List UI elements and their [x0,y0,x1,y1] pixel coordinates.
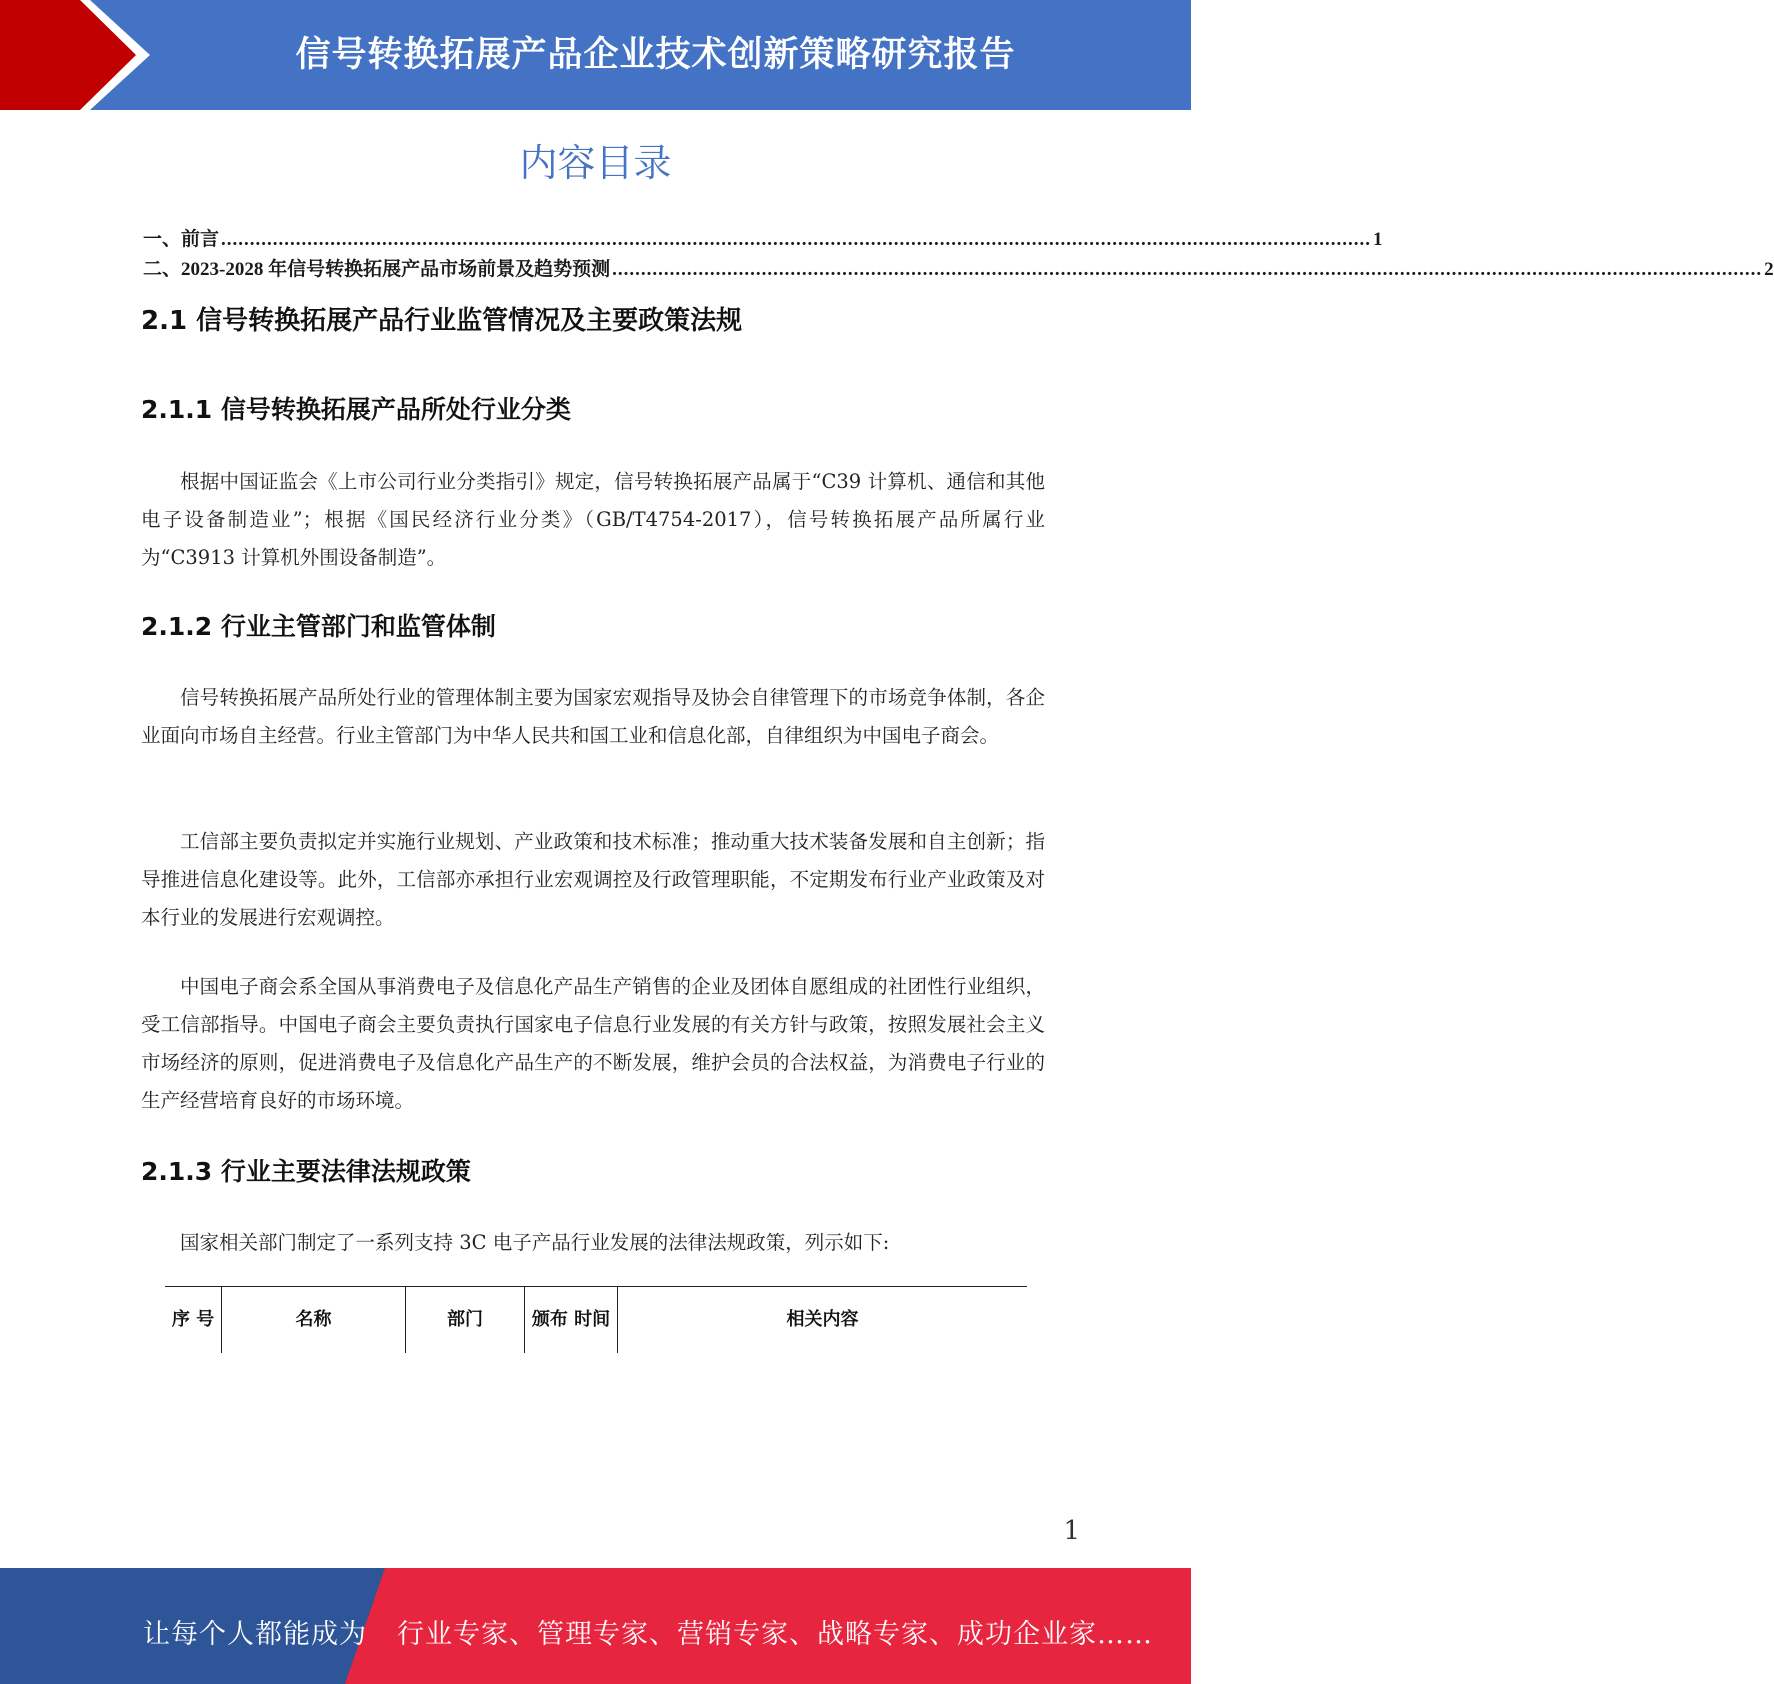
footer-slogan-right: 行业专家、管理专家、营销专家、战略专家、成功企业家…… [397,1619,1153,1650]
column-header-department: 部门 [406,1287,525,1354]
table-header-row [165,1287,1027,1354]
header-banner [0,0,1191,110]
column-header-no: 序 号 [165,1287,222,1354]
toc-leader-dots: ........................................................................................................................................................................................................ [612,259,1763,280]
toc-leader-dots: ........................................................................................................................................................................................................ [221,229,1372,250]
toc-entry-page: 2 [1764,259,1774,280]
section-heading-2-1-3: 2.1.3 行业主要法律法规政策 [141,1157,471,1186]
header-red-chevron-icon [0,0,150,110]
policy-table [165,1286,1027,1353]
toc-title: 内容目录 [519,141,672,185]
toc-entry-preface[interactable] [143,224,1383,254]
section-heading-2-1-2: 2.1.2 行业主管部门和监管体制 [141,612,496,641]
paragraph: 工信部主要负责拟定并实施行业规划、产业政策和技术标准；推动重大技术装备发展和自主创新；指导推进信息化建设等。此外，工信部亦承担行业宏观调控及行政管理职能，不定期发布行业产业政策及对本行业的发展进行宏观调控。 [141,830,1045,929]
toc-entry-label: 一、前言 [143,229,220,250]
section-heading-2-1: 2.1 信号转换拓展产品行业监管情况及主要政策法规 [141,306,743,336]
toc-entry-label: 二、2023-2028 年信号转换拓展产品市场前景及趋势预测 [143,259,611,280]
section-heading-2-1-1: 2.1.1 信号转换拓展产品所处行业分类 [141,395,571,424]
toc-entry-page: 1 [1373,229,1383,250]
column-header-name: 名称 [222,1287,406,1354]
page-number: 1 [1063,1516,1080,1546]
paragraph: 国家相关部门制定了一系列支持 3C 电子产品行业发展的法律法规政策，列示如下: [180,1231,890,1254]
footer-slogan-left: 让每个人都能成为 [143,1619,367,1650]
column-header-date: 颁布 时间 [525,1287,618,1354]
toc-entry-forecast[interactable] [143,254,1774,284]
paragraph: 中国电子商会系全国从事消费电子及信息化产品生产销售的企业及团体自愿组成的社团性行业组织，受工信部指导。中国电子商会主要负责执行国家电子信息行业发展的有关方针与政策，按照发展社会主义市场经济的原则，促进消费电子及信息化产品生产的不断发展，维护会员的合法权益，为消费电子行业的生产经营培育良好的市场环境。 [141,975,1045,1112]
paragraph: 信号转换拓展产品所处行业的管理体制主要为国家宏观指导及协会自律管理下的市场竞争体制，各企业面向市场自主经营。行业主管部门为中华人民共和国工业和信息化部，自律组织为中国电子商会。 [141,686,1045,747]
column-header-content: 相关内容 [618,1287,1028,1354]
paragraph: 根据中国证监会《上市公司行业分类指引》规定，信号转换拓展产品属于“C39 计算机、通信和其他电子设备制造业”；根据《国民经济行业分类》（GB/T4754-2017），信号转换拓展产品所属行业为“C3913 计算机外围设备制造”。 [141,470,1045,569]
report-title: 信号转换拓展产品企业技术创新策略研究报告 [295,35,1016,75]
table-of-contents [143,224,1774,284]
